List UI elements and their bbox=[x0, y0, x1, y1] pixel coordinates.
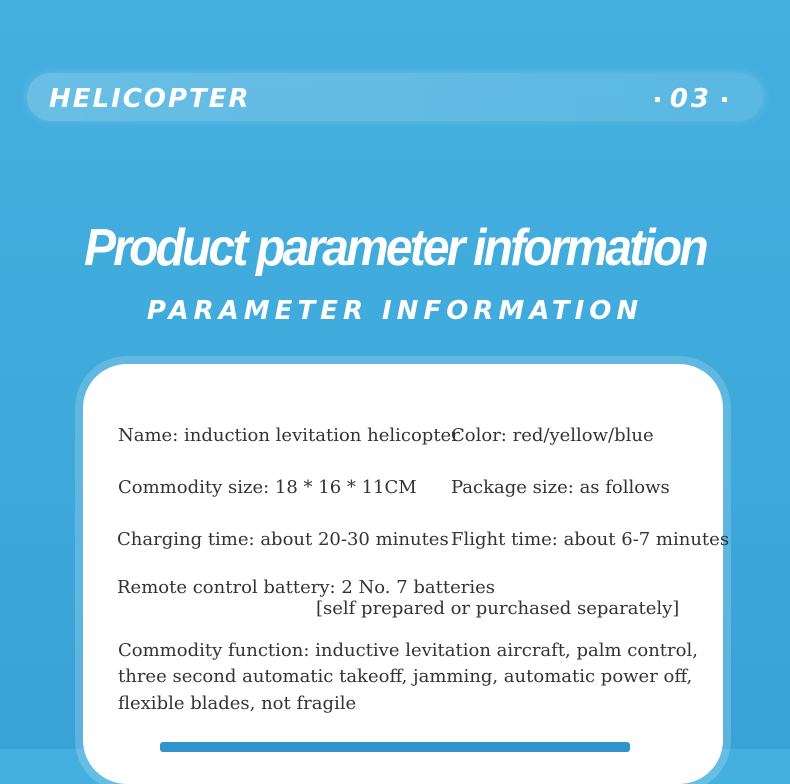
page-subtitle: PARAMETER INFORMATION bbox=[146, 296, 644, 326]
param-battery: Remote control battery: 2 No. 7 batteries bbox=[117, 577, 495, 598]
dot-icon bbox=[722, 97, 727, 102]
section-number: 03 bbox=[669, 84, 712, 114]
param-function-line-2: three second automatic takeoff, jamming, automatic power off, bbox=[118, 666, 693, 687]
banner-title: HELICOPTER bbox=[49, 84, 251, 114]
section-banner bbox=[27, 73, 763, 121]
param-charging-time: Charging time: about 20-30 minutes bbox=[117, 529, 449, 550]
param-function-line-1: Commodity function: inductive levitation aircraft, palm control, bbox=[118, 640, 698, 661]
param-package-size: Package size: as follows bbox=[451, 477, 670, 498]
param-flight-time: Flight time: about 6-7 minutes bbox=[451, 529, 730, 550]
param-commodity-size: Commodity size: 18 * 16 * 11CM bbox=[118, 477, 417, 498]
param-function-line-3: flexible blades, not fragile bbox=[118, 693, 357, 714]
param-color: Color: red/yellow/blue bbox=[451, 425, 654, 446]
dot-icon bbox=[655, 97, 660, 102]
cropped-heading-fragment bbox=[160, 742, 630, 752]
parameter-card bbox=[83, 364, 730, 784]
param-battery-note: [self prepared or purchased separately] bbox=[316, 598, 680, 619]
param-name: Name: induction levitation helicopter bbox=[118, 425, 460, 446]
banner-number bbox=[645, 84, 737, 114]
page-title: Product parameter information bbox=[84, 219, 706, 277]
